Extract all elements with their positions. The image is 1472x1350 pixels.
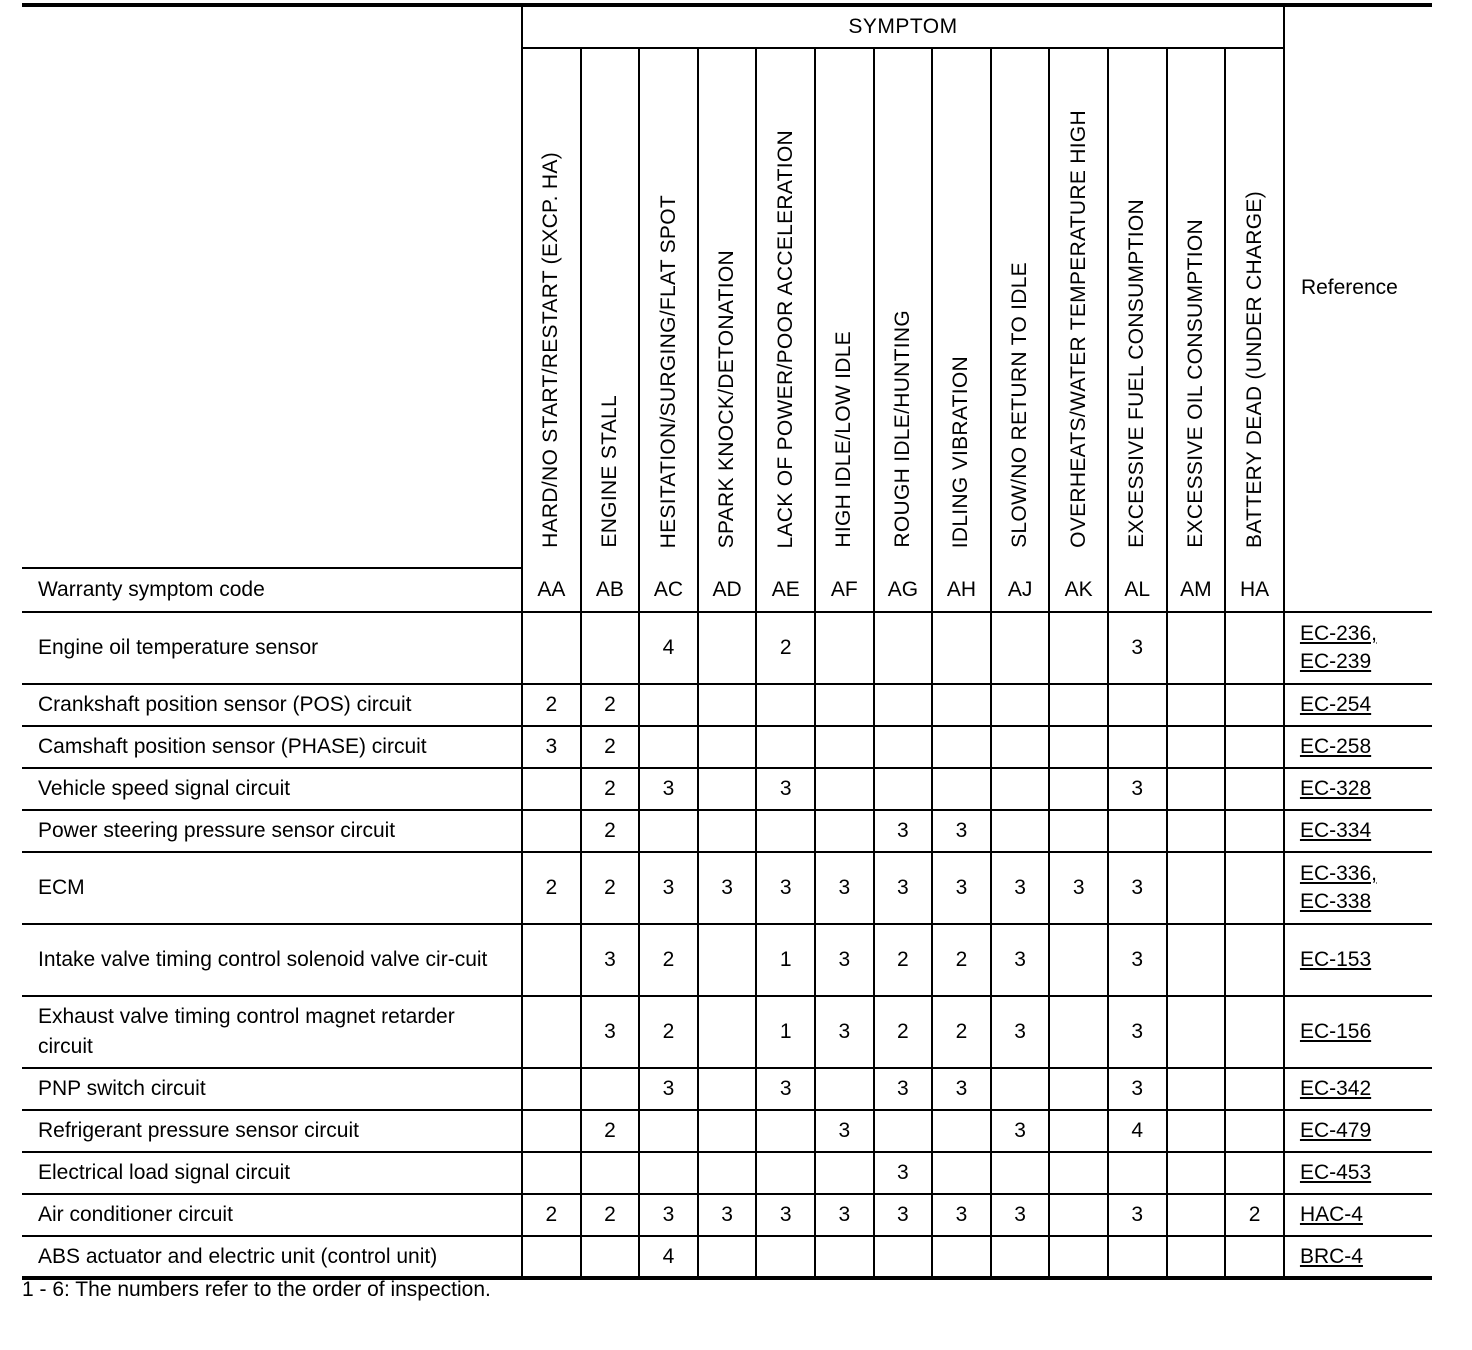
table-row	[22, 768, 1432, 810]
inspection-order-cell	[581, 1152, 640, 1194]
inspection-order-cell: 2	[581, 852, 640, 924]
inspection-order-cell	[815, 612, 874, 684]
inspection-order-cell: 2	[1225, 1194, 1284, 1236]
table-row	[22, 852, 1432, 924]
reference-cell	[1284, 612, 1432, 684]
inspection-order-cell	[815, 1068, 874, 1110]
inspection-order-cell: 3	[874, 1068, 933, 1110]
inspection-order-cell	[1225, 768, 1284, 810]
symptom-label: OVERHEATS/WATER TEMPERATURE HIGH	[1066, 110, 1090, 548]
header-blank-cell	[22, 5, 522, 568]
inspection-order-cell	[1225, 684, 1284, 726]
inspection-order-cell	[522, 612, 581, 684]
inspection-order-cell	[698, 1110, 757, 1152]
inspection-order-cell	[1225, 810, 1284, 852]
inspection-order-cell	[991, 1152, 1050, 1194]
reference-link[interactable]: HAC-4	[1299, 1203, 1363, 1226]
symptom-label: SPARK KNOCK/DETONATION	[715, 249, 739, 548]
inspection-order-cell	[1108, 684, 1167, 726]
inspection-order-cell: 3	[932, 1068, 991, 1110]
table-row	[22, 1152, 1432, 1194]
warranty-code: AM	[1167, 568, 1226, 612]
reference-cell	[1284, 810, 1432, 852]
row-item-label: Electrical load signal circuit	[22, 1152, 522, 1194]
inspection-order-cell	[815, 726, 874, 768]
symptom-table	[22, 3, 1432, 1280]
inspection-order-cell	[639, 810, 698, 852]
inspection-order-cell	[1225, 1110, 1284, 1152]
inspection-order-cell	[522, 1110, 581, 1152]
inspection-order-cell	[1049, 1068, 1108, 1110]
table-row	[22, 924, 1432, 996]
inspection-order-cell	[815, 1152, 874, 1194]
inspection-order-cell	[522, 924, 581, 996]
row-item-label: Crankshaft position sensor (POS) circuit	[22, 684, 522, 726]
inspection-order-cell: 2	[581, 768, 640, 810]
inspection-order-cell	[698, 612, 757, 684]
inspection-order-cell	[756, 810, 815, 852]
inspection-order-cell	[1167, 852, 1226, 924]
reference-cell	[1284, 1110, 1432, 1152]
reference-link[interactable]: EC-328	[1299, 777, 1372, 800]
symptom-column-header	[1049, 48, 1108, 568]
inspection-order-cell	[1049, 810, 1108, 852]
inspection-order-cell	[991, 1068, 1050, 1110]
row-item-label: PNP switch circuit	[22, 1068, 522, 1110]
reference-cell	[1284, 1068, 1432, 1110]
symptom-column-header	[698, 48, 757, 568]
inspection-order-cell	[756, 1152, 815, 1194]
reference-cell	[1284, 852, 1432, 924]
inspection-order-cell	[1167, 924, 1226, 996]
row-item-label: Air conditioner circuit	[22, 1194, 522, 1236]
symptom-label: LACK OF POWER/POOR ACCELERATION	[773, 129, 797, 548]
symptom-column-header	[991, 48, 1050, 568]
reference-cell	[1284, 684, 1432, 726]
symptom-label: ENGINE STALL	[597, 395, 621, 548]
inspection-order-cell	[522, 810, 581, 852]
inspection-order-cell	[815, 684, 874, 726]
inspection-order-cell	[1167, 684, 1226, 726]
footnote: 1 - 6: The numbers refer to the order of inspection.	[22, 1278, 491, 1301]
warranty-code: AA	[522, 568, 581, 612]
inspection-order-cell	[756, 1110, 815, 1152]
symptom-label: HARD/NO START/RESTART (EXCP. HA)	[539, 152, 563, 548]
inspection-order-cell: 2	[581, 810, 640, 852]
symptom-header: SYMPTOM	[522, 5, 1284, 48]
reference-link[interactable]: EC-258	[1299, 735, 1372, 758]
inspection-order-cell	[522, 768, 581, 810]
inspection-order-cell	[1049, 726, 1108, 768]
inspection-order-cell	[1225, 924, 1284, 996]
inspection-order-cell	[815, 810, 874, 852]
reference-cell	[1284, 996, 1432, 1068]
inspection-order-cell: 3	[1049, 852, 1108, 924]
symptom-label: SLOW/NO RETURN TO IDLE	[1008, 262, 1032, 548]
inspection-order-cell: 3	[698, 1194, 757, 1236]
inspection-order-cell	[639, 726, 698, 768]
inspection-order-cell	[932, 1152, 991, 1194]
inspection-order-cell	[1167, 1194, 1226, 1236]
inspection-order-cell	[1049, 1110, 1108, 1152]
warranty-code: AJ	[991, 568, 1050, 612]
reference-cell	[1284, 1152, 1432, 1194]
inspection-order-cell: 3	[1108, 924, 1167, 996]
inspection-order-cell	[1167, 1236, 1226, 1278]
reference-cell	[1284, 768, 1432, 810]
inspection-order-cell	[1167, 1152, 1226, 1194]
inspection-order-cell	[1049, 684, 1108, 726]
inspection-order-cell	[932, 768, 991, 810]
inspection-order-cell	[1167, 1068, 1226, 1110]
inspection-order-cell	[1049, 924, 1108, 996]
inspection-order-cell	[1049, 768, 1108, 810]
inspection-order-cell	[698, 924, 757, 996]
reference-link[interactable]: EC-254	[1299, 693, 1372, 716]
inspection-order-cell: 3	[639, 1068, 698, 1110]
reference-link[interactable]: EC-156	[1299, 1020, 1372, 1043]
inspection-order-cell: 2	[932, 924, 991, 996]
warranty-code: AF	[815, 568, 874, 612]
symptom-column-header	[1108, 48, 1167, 568]
inspection-order-cell	[756, 726, 815, 768]
inspection-order-cell: 3	[991, 1110, 1050, 1152]
reference-link[interactable]: EC-239	[1299, 650, 1372, 673]
inspection-order-cell: 2	[639, 996, 698, 1068]
inspection-order-cell	[991, 768, 1050, 810]
reference-link[interactable]: EC-338	[1299, 890, 1372, 913]
inspection-order-cell: 3	[1108, 612, 1167, 684]
inspection-order-cell	[932, 684, 991, 726]
inspection-order-cell	[581, 612, 640, 684]
inspection-order-cell: 3	[639, 768, 698, 810]
row-item-label: Intake valve timing control solenoid valve cir-cuit	[22, 924, 522, 996]
inspection-order-cell: 3	[581, 924, 640, 996]
symptom-column-header	[581, 48, 640, 568]
inspection-order-cell: 3	[932, 1194, 991, 1236]
inspection-order-cell	[991, 726, 1050, 768]
row-item-label: Power steering pressure sensor circuit	[22, 810, 522, 852]
inspection-order-cell	[932, 1110, 991, 1152]
inspection-order-cell	[698, 1068, 757, 1110]
inspection-order-cell: 3	[756, 1068, 815, 1110]
symptom-column-header	[639, 48, 698, 568]
reference-link[interactable]: EC-479	[1299, 1119, 1372, 1142]
inspection-order-cell: 2	[756, 612, 815, 684]
inspection-order-cell: 3	[1108, 996, 1167, 1068]
inspection-order-cell: 3	[932, 810, 991, 852]
inspection-order-cell: 3	[815, 996, 874, 1068]
symptom-label: EXCESSIVE FUEL CONSUMPTION	[1125, 199, 1149, 548]
inspection-order-cell	[1108, 726, 1167, 768]
warranty-code: HA	[1225, 568, 1284, 612]
row-item-label: Camshaft position sensor (PHASE) circuit	[22, 726, 522, 768]
inspection-order-cell	[1167, 768, 1226, 810]
inspection-order-cell	[815, 1236, 874, 1278]
row-item-label: ABS actuator and electric unit (control unit)	[22, 1236, 522, 1278]
inspection-order-cell: 2	[581, 1194, 640, 1236]
inspection-order-cell	[1225, 852, 1284, 924]
warranty-code: AL	[1108, 568, 1167, 612]
inspection-order-cell: 3	[1108, 1068, 1167, 1110]
inspection-order-cell	[581, 1236, 640, 1278]
symptom-label: BATTERY DEAD (UNDER CHARGE)	[1242, 191, 1266, 548]
inspection-order-cell	[1167, 612, 1226, 684]
reference-cell	[1284, 1194, 1432, 1236]
inspection-order-cell: 2	[522, 852, 581, 924]
warranty-code: AK	[1049, 568, 1108, 612]
inspection-order-cell	[991, 684, 1050, 726]
inspection-order-cell	[874, 1110, 933, 1152]
inspection-order-cell: 2	[581, 684, 640, 726]
inspection-order-cell	[522, 1236, 581, 1278]
warranty-code: AC	[639, 568, 698, 612]
warranty-code: AG	[874, 568, 933, 612]
inspection-order-cell: 3	[991, 996, 1050, 1068]
symptom-label: IDLING VIBRATION	[949, 355, 973, 548]
inspection-order-cell: 3	[581, 996, 640, 1068]
inspection-order-cell: 2	[874, 996, 933, 1068]
inspection-order-cell	[991, 1236, 1050, 1278]
inspection-order-cell	[874, 1236, 933, 1278]
row-item-label: Vehicle speed signal circuit	[22, 768, 522, 810]
warranty-code: AE	[756, 568, 815, 612]
inspection-order-cell: 3	[991, 924, 1050, 996]
reference-cell	[1284, 924, 1432, 996]
inspection-order-cell	[522, 1152, 581, 1194]
table-row	[22, 996, 1432, 1068]
inspection-order-cell	[1225, 1152, 1284, 1194]
inspection-order-cell	[1225, 1068, 1284, 1110]
reference-link[interactable]: BRC-4	[1299, 1244, 1363, 1268]
row-item-label: Exhaust valve timing control magnet retarder circuit	[22, 996, 522, 1068]
inspection-order-cell	[698, 1236, 757, 1278]
warranty-code-row	[22, 568, 1432, 612]
inspection-order-cell: 2	[581, 1110, 640, 1152]
inspection-order-cell	[1225, 996, 1284, 1068]
inspection-order-cell	[1108, 1152, 1167, 1194]
inspection-order-cell	[1167, 810, 1226, 852]
inspection-order-cell: 3	[874, 1194, 933, 1236]
inspection-order-cell: 3	[815, 1194, 874, 1236]
inspection-order-cell	[932, 1236, 991, 1278]
symptom-column-header	[756, 48, 815, 568]
symptom-column-header	[1225, 48, 1284, 568]
inspection-order-cell	[932, 612, 991, 684]
inspection-order-cell: 3	[874, 852, 933, 924]
row-item-label: ECM	[22, 852, 522, 924]
inspection-order-cell	[698, 996, 757, 1068]
inspection-order-cell	[991, 810, 1050, 852]
inspection-order-cell: 3	[874, 1152, 933, 1194]
inspection-order-cell: 3	[639, 1194, 698, 1236]
reference-link[interactable]: EC-342	[1299, 1077, 1372, 1100]
symptom-column-header	[932, 48, 991, 568]
inspection-order-cell: 3	[932, 852, 991, 924]
inspection-order-cell	[756, 1236, 815, 1278]
table-row	[22, 1068, 1432, 1110]
reference-link[interactable]: EC-236,	[1299, 622, 1377, 645]
inspection-order-cell	[698, 1152, 757, 1194]
symptom-column-header	[1167, 48, 1226, 568]
symptom-label: HESITATION/SURGING/FLAT SPOT	[656, 194, 680, 548]
reference-link[interactable]: EC-334	[1299, 819, 1372, 842]
inspection-order-cell	[874, 768, 933, 810]
inspection-order-cell	[639, 1110, 698, 1152]
inspection-order-cell	[1049, 1194, 1108, 1236]
inspection-order-cell: 2	[522, 1194, 581, 1236]
table-row	[22, 684, 1432, 726]
inspection-order-cell	[1167, 996, 1226, 1068]
inspection-order-cell	[815, 768, 874, 810]
inspection-order-cell: 4	[639, 612, 698, 684]
table-row	[22, 1110, 1432, 1152]
inspection-order-cell	[698, 768, 757, 810]
inspection-order-cell	[991, 612, 1050, 684]
inspection-order-cell: 3	[698, 852, 757, 924]
inspection-order-cell: 4	[639, 1236, 698, 1278]
symptom-label: ROUGH IDLE/HUNTING	[890, 310, 914, 548]
symptom-label: EXCESSIVE OIL CONSUMPTION	[1183, 219, 1207, 548]
inspection-order-cell	[1225, 726, 1284, 768]
inspection-order-cell: 2	[522, 684, 581, 726]
inspection-order-cell	[874, 726, 933, 768]
inspection-order-cell	[1225, 1236, 1284, 1278]
reference-link[interactable]: EC-336,	[1299, 862, 1377, 885]
inspection-order-cell	[756, 684, 815, 726]
inspection-order-cell	[1167, 726, 1226, 768]
table-row	[22, 810, 1432, 852]
reference-link[interactable]: EC-453	[1299, 1161, 1372, 1184]
inspection-order-cell: 1	[756, 924, 815, 996]
table-row	[22, 1236, 1432, 1278]
inspection-order-cell: 3	[815, 924, 874, 996]
reference-cell	[1284, 726, 1432, 768]
inspection-order-cell	[581, 1068, 640, 1110]
inspection-order-cell: 4	[1108, 1110, 1167, 1152]
table-row	[22, 612, 1432, 684]
inspection-order-cell: 3	[756, 1194, 815, 1236]
inspection-order-cell	[1049, 612, 1108, 684]
inspection-order-cell: 3	[639, 852, 698, 924]
symptom-column-header	[874, 48, 933, 568]
inspection-order-cell: 3	[815, 1110, 874, 1152]
symptom-table-container	[22, 3, 1432, 1280]
inspection-order-cell: 3	[756, 768, 815, 810]
inspection-order-cell: 3	[815, 852, 874, 924]
inspection-order-cell	[1049, 1236, 1108, 1278]
inspection-order-cell: 3	[991, 852, 1050, 924]
row-item-label: Engine oil temperature sensor	[22, 612, 522, 684]
inspection-order-cell	[639, 1152, 698, 1194]
inspection-order-cell: 3	[1108, 852, 1167, 924]
inspection-order-cell	[522, 1068, 581, 1110]
inspection-order-cell	[698, 726, 757, 768]
inspection-order-cell	[1049, 996, 1108, 1068]
table-row	[22, 1194, 1432, 1236]
inspection-order-cell	[932, 726, 991, 768]
inspection-order-cell: 2	[639, 924, 698, 996]
inspection-order-cell	[1049, 1152, 1108, 1194]
reference-link[interactable]: EC-153	[1299, 948, 1372, 971]
inspection-order-cell	[698, 684, 757, 726]
table-row	[22, 726, 1432, 768]
symptom-column-header	[815, 48, 874, 568]
inspection-order-cell: 3	[522, 726, 581, 768]
symptom-label: HIGH IDLE/LOW IDLE	[832, 331, 856, 548]
inspection-order-cell	[874, 612, 933, 684]
warranty-code: AB	[581, 568, 640, 612]
inspection-order-cell	[874, 684, 933, 726]
warranty-code: AD	[698, 568, 757, 612]
inspection-order-cell: 3	[1108, 1194, 1167, 1236]
inspection-order-cell	[522, 996, 581, 1068]
row-item-label: Refrigerant pressure sensor circuit	[22, 1110, 522, 1152]
inspection-order-cell: 3	[991, 1194, 1050, 1236]
inspection-order-cell	[1108, 1236, 1167, 1278]
warranty-code-label: Warranty symptom code	[22, 568, 522, 612]
warranty-code: AH	[932, 568, 991, 612]
inspection-order-cell: 3	[874, 810, 933, 852]
warranty-ref-empty	[1284, 568, 1432, 612]
inspection-order-cell: 2	[581, 726, 640, 768]
inspection-order-cell: 2	[932, 996, 991, 1068]
inspection-order-cell: 1	[756, 996, 815, 1068]
inspection-order-cell	[1225, 612, 1284, 684]
inspection-order-cell	[639, 684, 698, 726]
symptom-column-header	[522, 48, 581, 568]
inspection-order-cell	[1167, 1110, 1226, 1152]
reference-header: Reference	[1284, 5, 1432, 568]
inspection-order-cell	[1108, 810, 1167, 852]
reference-cell	[1284, 1236, 1432, 1278]
inspection-order-cell: 3	[756, 852, 815, 924]
inspection-order-cell	[698, 810, 757, 852]
inspection-order-cell: 2	[874, 924, 933, 996]
inspection-order-cell: 3	[1108, 768, 1167, 810]
